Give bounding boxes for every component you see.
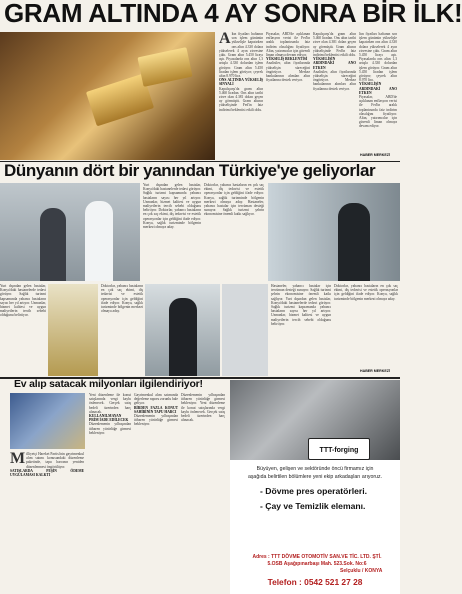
brand-logo bbox=[308, 438, 370, 460]
mid-col-1-more: Doktorlar, yabancı hastaların en çok saç ekimi, diş tedavisi ve estetik operasyonlar için geldiğini ifade ediyor. Konya, sağlık turizminde bölgenin merkezi olmaya aday. bbox=[143, 208, 201, 230]
bottom-col-1-text: illiyetçi Hareket Partisi'nin gayrimenkul alım satımı konusundaki düzenleme paketinde, tapu harcının yeniden düzenlenmesi öngörülüyor. bbox=[26, 452, 84, 469]
job-item-1: - Dövme pres operatörleri. bbox=[260, 486, 367, 496]
mid-col-2-text: Doktorlar, yabancı hastaların en çok saç ekimi, diş tedavisi ve estetik operasyonlar için geldiğini ifade ediyor. Konya, sağlık turizminde bölgenin merkezi olmaya aday. bbox=[204, 183, 264, 204]
mid-col-6-text: Doktorlar, yabancı hastaların en çok saç ekimi, diş tedavisi ve estetik operasyonlar için geldiğini ifade ediyor. Konya, sağlık turizminde bölgenin merkezi olmaya aday. bbox=[334, 284, 398, 301]
top-col-2-sub: YÜKSELİŞ BEKLENTİSİ bbox=[266, 57, 308, 62]
mid-col-1 bbox=[143, 183, 201, 281]
mid-col-5-more: Yurt dışından gelen hastalar, Konya'daki hastanelerde tedavi görüyor. Sağlık turizmi kapsamında yabancı hastaların sayısı her yıl artıyor. Uzmanlar, hizmet kalitesi ve uygun maliyetlerin tercih sebebi olduğunu belirtiyor. bbox=[271, 296, 331, 326]
job-advert bbox=[230, 380, 400, 594]
bottom-col-2 bbox=[89, 393, 131, 589]
phone-number: Telefon : 0542 521 27 28 bbox=[267, 577, 363, 587]
middle-signature: HABER MERKEZİ bbox=[360, 369, 390, 373]
top-col-1-text: ltın fiyatları haftanın son işlem gününün yükselişle kapatırken ons altın 4.330 dolara yükselerek 4 ayın zirvesine çıktı. Gram altın 5.450 lirayı aştı. Piyasalarda ons altın 1,3 artışla 4.330 dolardan işlem görüyor. Gram altın 5.450 liradan işlem görüyor; çeyrek altın 8.970 lira. bbox=[219, 32, 263, 79]
top-signature: HABER MERKEZİ bbox=[360, 153, 390, 157]
gold-photo bbox=[0, 32, 215, 160]
bottom-col-2-more: Düzenlemenin yılbaşından itibaren yürürlüğe girmesi bekleniyor. bbox=[89, 422, 131, 435]
advert-intro-2: aşağıda belirtilen bölümlere yeni ekip arkadaşları arıyoruz. bbox=[247, 474, 383, 480]
top-col-4-sub: YÜKSELİŞİN ARDINDAKİ ANO ETKEN bbox=[359, 82, 397, 95]
top-col-3-sub: YÜKSELİŞİN ARDINDAKİ ANO ETKEN bbox=[313, 57, 356, 70]
top-col-3-more: Analistler, altın fiyatlarında yükselişin süreceğini öngörüyor. Merkez bankalarının alımları altın fiyatlarına destek veriyor. bbox=[313, 69, 356, 91]
advert-intro-1: Büyüyen, gelişen ve sektöründe öncü firmamız için bbox=[256, 466, 374, 472]
mid-col-5 bbox=[271, 284, 331, 376]
top-col-2 bbox=[266, 32, 310, 160]
bottom-col-3-text: Gayrimenkul alım satımında değerleme raporu zorunlu hale geliyor. bbox=[134, 393, 179, 406]
mid-col-6 bbox=[334, 284, 398, 368]
top-headline: GRAM ALTINDA 4 AY SONRA BİR İLK! bbox=[4, 0, 462, 28]
mid-col-2-more: Hastaneler, yabancı hastalar için tercüman desteği sunuyor. Sağlık turizmi şehrin ekonomisine önemli katkı sağlıyor. bbox=[204, 199, 264, 217]
bottom-col-3 bbox=[134, 393, 178, 589]
drop-cap: M bbox=[10, 450, 26, 467]
top-col-3 bbox=[313, 32, 356, 160]
doctor-figure bbox=[169, 298, 197, 376]
top-col-3-text: Kapalıçarşı'da gram altın 5.460 liradan. Ons altın tarihi zirve olan 4.381 doları geçen ay görmüştü. Gram altının yükselişinde Fed'in faiz indirimi beklentisi etkili oldu. bbox=[313, 32, 356, 58]
drop-cap: A bbox=[219, 30, 231, 47]
clinic-photo bbox=[145, 284, 220, 376]
bottom-col-1-sub: SATIŞLARDA PEŞİN ÖDEME UYGULAMASI KALKTI bbox=[10, 468, 84, 478]
bottom-col-4 bbox=[181, 393, 225, 589]
xray-photo bbox=[222, 284, 268, 376]
mid-col-1-text: Yurt dışından gelen hastalar, Konya'daki hastanelerde tedavi görüyor. Sağlık turizmi kapsamında yabancı hastaların sayısı her yıl artıyor. Uzmanlar, hizmet kalitesi ve uygun maliyetlerin tercih sebebi olduğunu belirtiyor. bbox=[143, 183, 201, 213]
top-col-1-sub: ONS ALTINDA YÜKSELİŞ SINYALİ bbox=[219, 78, 263, 87]
mid-col-2 bbox=[204, 183, 264, 281]
bottom-col-3-more: Düzenlemenin yılbaşından itibaren yürürlüğe girmesi bekleniyor. bbox=[134, 414, 178, 427]
address-city: Selçuklu / KONYA bbox=[340, 568, 383, 574]
hospital-photo bbox=[0, 183, 140, 281]
bottom-col-1 bbox=[10, 452, 84, 590]
address-line-2: 5.OSB Aşağıpınarbaşı Mah. 523.Sok. No:6 bbox=[267, 561, 367, 567]
doctor-figure bbox=[85, 201, 113, 281]
money-photo bbox=[10, 393, 85, 449]
mid-col-4 bbox=[101, 284, 143, 376]
middle-headline: Dünyanın dört bir yanından Türkiye'ye geliyorlar bbox=[4, 161, 376, 180]
bottom-col-3-sub: BİRDEN FAZLA KONUT SAHİBİNİN TAPU HARCI bbox=[134, 405, 178, 414]
bottom-col-2-text: Yeni düzenleme ile konut satışlarında vergi kaybı önlenecek. Gerçek satış bedeli üzerinden harç alınacak. bbox=[89, 393, 131, 414]
gold-bar bbox=[137, 47, 192, 87]
job-item-2: - Çay ve Temizlik elemanı. bbox=[260, 501, 366, 511]
top-col-4-text: ltın fiyatları haftanın son işlem gününün yükselişle kapatırken ons altın 4.330 dolara yükselerek 4 ayın zirvesine çıktı. Gram altın 5.450 lirayı aştı. Piyasalarda ons altın 1,3 artışla 4.330 dolardan işlem görüyor. Gram altın 5.450 liradan işlem görüyor; çeyrek altın 8.970 lira. bbox=[359, 32, 397, 83]
address-line-1: Adres : TTT DÖVME OTOMOTİV SAN.VE TİC. LTD. ŞTİ. bbox=[252, 554, 382, 560]
bottom-col-4-text: Düzenlemenin yılbaşından itibaren yürürlüğe girmesi bekleniyor. bbox=[181, 393, 225, 406]
mid-col-5-text: Hastaneler, yabancı hastalar için tercüman desteği sunuyor. Sağlık turizmi şehrin ekonomisine önemli katkı sağlıyor. bbox=[271, 284, 331, 301]
top-col-2-text: Piyasalar, ABD'de açıklanan enflasyon verisi ile Fed'in aralık toplantısında faiz indirim olasılığını fiyatlıyor. Altın, yatırımcılar için güvenli liman olmaya devam ediyor. bbox=[266, 32, 310, 58]
doctor-portrait bbox=[268, 183, 400, 281]
person-figure bbox=[338, 203, 370, 281]
top-col-1-more: Kapalıçarşı'da gram altın 5.460 liradan. Ons altın tarihi zirve olan 4.381 doları geçen ay görmüştü. Gram altının yükselişinde Fed'in faiz indirimi beklentisi etkili oldu. bbox=[219, 86, 263, 112]
mid-col-4-text: Doktorlar, yabancı hastaların en çok saç ekimi, diş tedavisi ve estetik operasyonlar için geldiğini ifade ediyor. Konya, sağlık turizminde bölgenin merkezi olmaya aday. bbox=[101, 284, 143, 314]
bottom-col-2-sub: KULLANILMAYAN PRİM İADE EDİLECEK bbox=[89, 414, 129, 423]
patient-figure bbox=[40, 208, 66, 281]
mid-col-3 bbox=[0, 284, 46, 376]
top-col-4 bbox=[359, 32, 397, 154]
bottom-col-4-more: Yeni düzenleme ile konut satışlarında vergi kaybı önlenecek. Gerçek satış bedeli üzerinden harç alınacak. bbox=[181, 401, 225, 423]
top-col-4-more: Piyasalar, ABD'de açıklanan enflasyon verisi ile Fed'in aralık toplantısında faiz indirim olasılığını fiyatlıyor. Altın, yatırımcılar için güvenli liman olmaya devam ediyor. bbox=[359, 95, 397, 129]
top-col-2-more: Analistler, altın fiyatlarında yükselişin süreceğini öngörüyor. Merkez bankalarının alımları altın fiyatlarına destek veriyor. bbox=[266, 61, 310, 83]
bottom-headline: Ev alıp satacak milyonları ilgilendiriyor! bbox=[14, 378, 203, 390]
supplements-photo bbox=[48, 284, 98, 376]
brand-name: TTT-forging bbox=[319, 447, 359, 454]
mid-col-3-text: Yurt dışından gelen hastalar, Konya'daki hastanelerde tedavi görüyor. Sağlık turizmi kapsamında yabancı hastaların sayısı her yıl artıyor. Uzmanlar, hizmet kalitesi ve uygun maliyetlerin tercih sebebi olduğunu belirtiyor. bbox=[0, 284, 46, 318]
top-col-1 bbox=[219, 32, 263, 160]
